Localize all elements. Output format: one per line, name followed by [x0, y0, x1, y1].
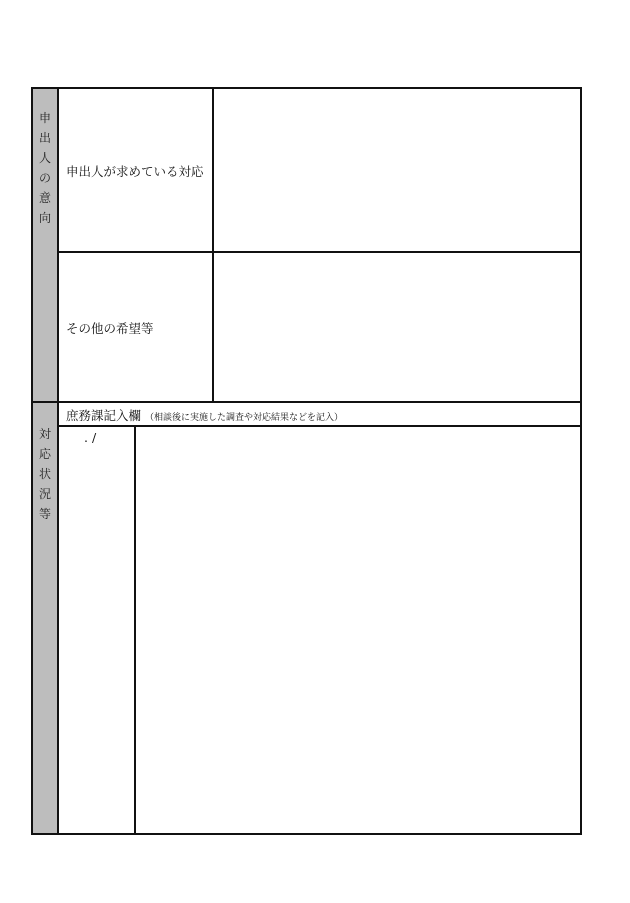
response-side-char: 状: [38, 467, 51, 481]
requested-response-field[interactable]: [214, 89, 580, 251]
response-header-note: （相談後に実施した調査や対応結果などを記入）: [145, 413, 344, 423]
response-side-char: 況: [38, 487, 51, 501]
other-requests-label: その他の希望等: [66, 321, 154, 336]
response-side-char: 応: [38, 447, 51, 461]
intent-side-char: 人: [38, 151, 51, 165]
side-bar-divider: [57, 87, 59, 835]
requested-response-label: 申出人が求めている対応: [66, 164, 204, 179]
intent-side-char: の: [38, 171, 51, 185]
response-side-char: 対: [38, 427, 51, 441]
response-header: [66, 406, 343, 424]
response-header-title: 庶務課記入欄: [66, 408, 142, 423]
intent-side-char: 出: [38, 131, 51, 145]
response-content-field[interactable]: [136, 427, 580, 833]
intent-side-char: 向: [38, 211, 51, 225]
other-requests-field[interactable]: [214, 253, 580, 401]
intent-side-char: 申: [38, 111, 51, 125]
section-divider: [31, 401, 582, 403]
date-field[interactable]: . /: [84, 430, 97, 445]
response-side-char: 等: [38, 507, 51, 521]
intent-side-char: 意: [38, 191, 51, 205]
